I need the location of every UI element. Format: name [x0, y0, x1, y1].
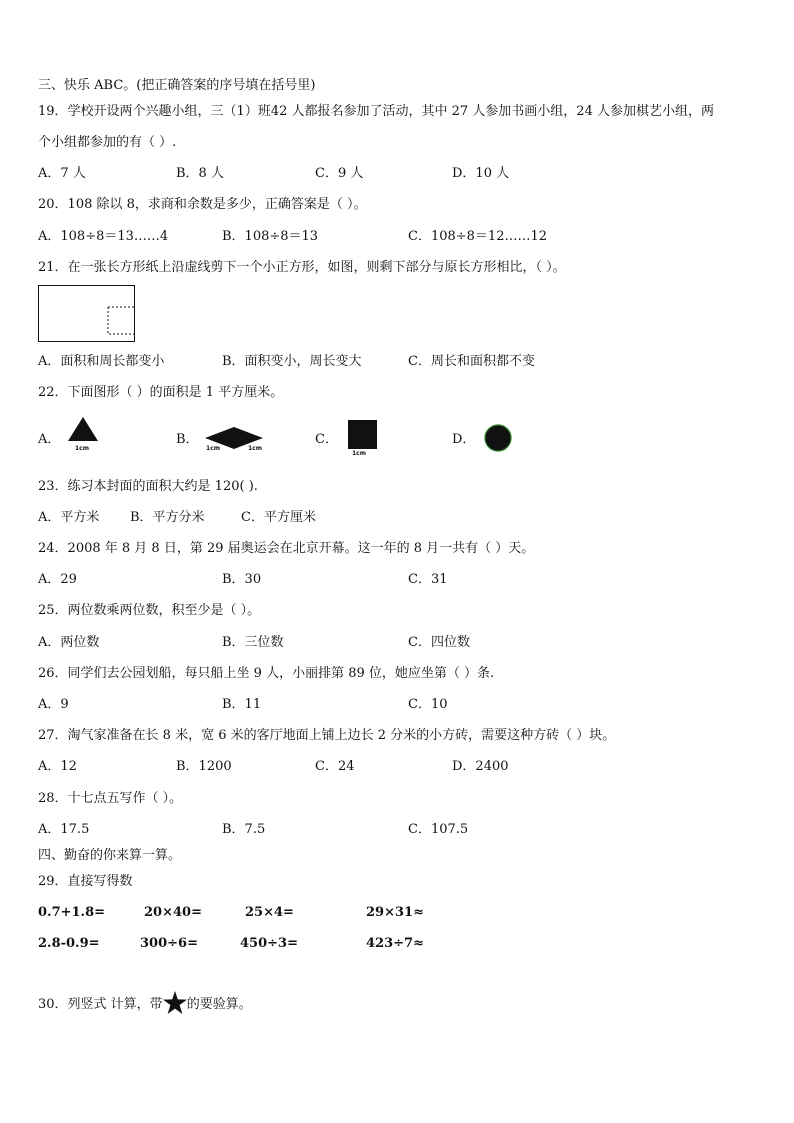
square-icon: [348, 420, 377, 449]
q22-c-caption: 1cm: [352, 450, 366, 457]
q22-option-b: B．: [176, 432, 199, 447]
q28-text: 28．十七点五写作（ ）。: [38, 791, 183, 806]
q22-option-a: A．: [38, 432, 61, 447]
q28-option-a: A．17.5: [38, 822, 90, 837]
q23-option-c: C．平方厘米: [241, 510, 316, 525]
q27-option-b: B．1200: [176, 759, 232, 774]
q29-r1-c4: 29×31≈: [366, 905, 424, 920]
q29-r1-c2: 20×40=: [144, 905, 202, 920]
q28-option-c: C．107.5: [408, 822, 469, 837]
q21-option-c: C．周长和面积都不变: [408, 354, 535, 369]
q29-text: 29．直接写得数: [38, 874, 133, 889]
star-icon: [163, 991, 187, 1014]
q27-text: 27．淘气家准备在长 8 米，宽 6 米的客厅地面上铺上边长 2 分米的小方砖，需要这种方砖（ ）块。: [38, 728, 616, 743]
q24-option-b: B．30: [222, 572, 262, 587]
q29-r1-c1: 0.7+1.8=: [38, 905, 106, 920]
q28-option-b: B．7.5: [222, 822, 266, 837]
q22-text: 22．下面图形（ ）的面积是 1 平方厘米。: [38, 385, 284, 400]
q29-r2-c4: 423÷7≈: [366, 936, 424, 951]
section4-title: 四、勤奋的你来算一算。: [38, 848, 182, 863]
q25-option-a: A．两位数: [38, 635, 100, 650]
q22-option-d: D．: [452, 432, 476, 447]
q21-option-a: A．面积和周长都变小: [38, 354, 165, 369]
q26-option-a: A．9: [38, 697, 69, 712]
q21-text: 21．在一张长方形纸上沿虚线剪下一个小正方形，如图，则剩下部分与原长方形相比，（ ）。: [38, 260, 566, 275]
circle-icon: [484, 424, 512, 452]
q30-text: [38, 991, 252, 1014]
q19-text-line1: 19．学校开设两个兴趣小组，三（1）班42 人都报名参加了活动，其中 27 人参加书画小组，24 人参加棋艺小组，两: [38, 104, 714, 119]
q29-r1-c3: 25×4=: [245, 905, 294, 920]
q22-option-c: C．: [315, 432, 338, 447]
q24-option-a: A．29: [38, 572, 77, 587]
q27-option-c: C．24: [315, 759, 355, 774]
q26-option-c: C．10: [408, 697, 448, 712]
q22-b-caption-right: 1cm: [248, 445, 262, 452]
q20-option-c: C．108÷8＝12……12: [408, 229, 548, 244]
q22-a-caption: 1cm: [75, 445, 89, 452]
q19-option-b: B．8 人: [176, 166, 224, 181]
q26-text: 26．同学们去公园划船，每只船上坐 9 人，小丽排第 89 位，她应坐第（ ）条.: [38, 666, 495, 681]
q20-option-a: A．108÷8＝13……4: [38, 229, 169, 244]
q19-option-c: C．9 人: [315, 166, 364, 181]
q27-option-d: D．2400: [452, 759, 509, 774]
q23-option-b: B．平方分米: [130, 510, 205, 525]
q21-rectangle-figure: [38, 285, 135, 343]
q26-option-b: B．11: [222, 697, 262, 712]
q21-option-b: B．面积变小，周长变大: [222, 354, 362, 369]
q22-b-caption-left: 1cm: [206, 445, 220, 452]
q25-option-b: B．三位数: [222, 635, 284, 650]
q30-text-after: 的要验算。: [186, 997, 252, 1012]
q19-text-line2: 个小组都参加的有（ ）.: [38, 135, 177, 150]
q20-text: 20．108 除以 8，求商和余数是多少，正确答案是（ ）。: [38, 197, 367, 212]
q27-option-a: A．12: [38, 759, 77, 774]
q20-option-b: B．108÷8＝13: [222, 229, 319, 244]
q23-text: 23．练习本封面的面积大约是 120( ).: [38, 479, 258, 494]
triangle-icon: [68, 417, 98, 441]
q29-r2-c3: 450÷3=: [240, 936, 298, 951]
q19-option-d: D．10 人: [452, 166, 510, 181]
q25-option-c: C．四位数: [408, 635, 470, 650]
section3-title: 三、快乐 ABC。(把正确答案的序号填在括号里): [38, 78, 316, 93]
q24-option-c: C．31: [408, 572, 448, 587]
q30-text-before: 30．列竖式 计算，带: [38, 997, 163, 1012]
q19-option-a: A．7 人: [38, 166, 86, 181]
q23-option-a: A．平方米: [38, 510, 100, 525]
q25-text: 25．两位数乘两位数，积至少是（ ）。: [38, 603, 261, 618]
q24-text: 24．2008 年 8 月 8 日，第 29 届奥运会在北京开幕。这一年的 8 月一共有（ ）天。: [38, 541, 535, 556]
q29-r2-c1: 2.8-0.9=: [38, 936, 100, 951]
q29-r2-c2: 300÷6=: [140, 936, 198, 951]
